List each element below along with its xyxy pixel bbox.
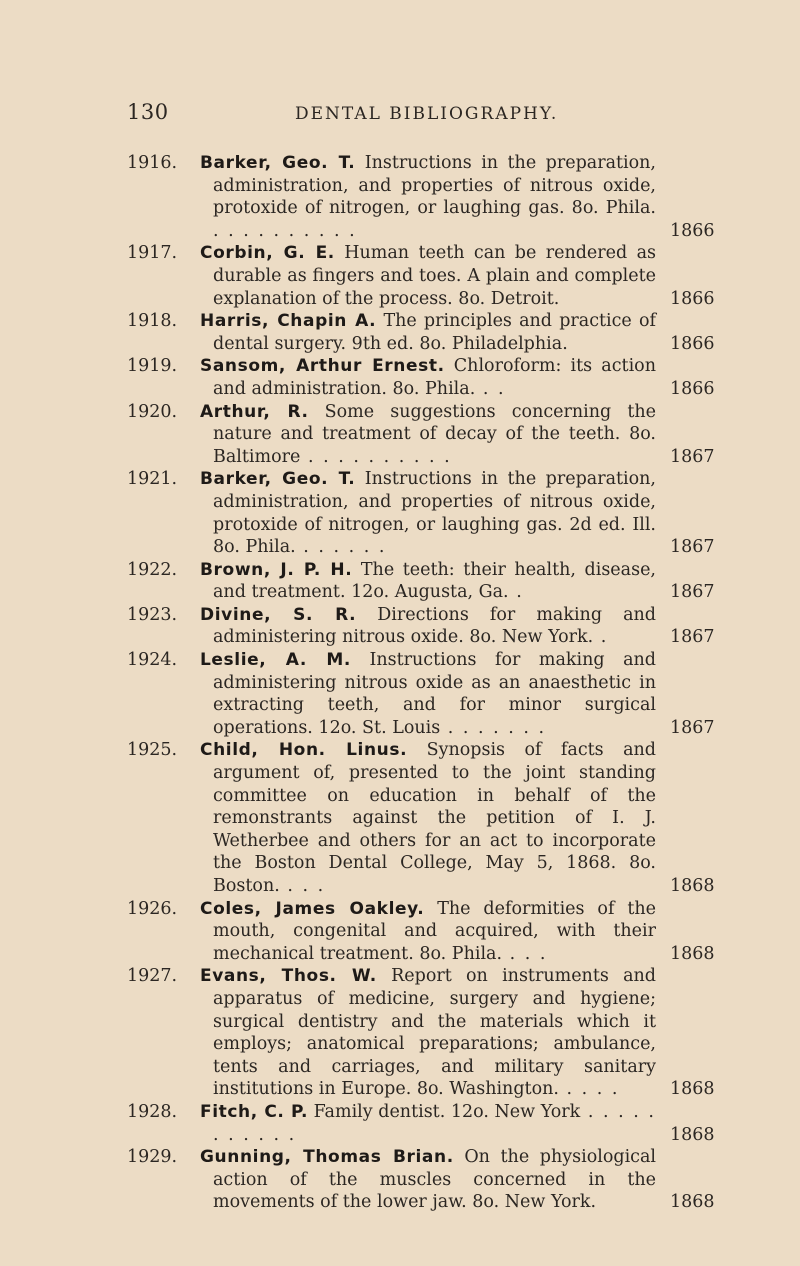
entry-year: 1866 [670,288,715,309]
bibliography-entry [0,401,800,469]
entry-number: 1926. [127,898,178,919]
entry-author: Barker, Geo. T. [200,469,356,490]
entry-citation [200,242,656,310]
dot-leader: . . . . [558,1079,620,1100]
bibliography-entry [0,965,800,1101]
entry-citation [200,604,656,649]
entry-citation [200,310,656,355]
entry-number: 1922. [127,559,178,580]
dot-leader: . [508,582,524,603]
entry-author: Brown, J. P. H. [200,559,353,580]
dot-leader: . . . . . . . . . . [300,446,452,467]
bibliography-entry [0,152,800,242]
bibliography-entry [0,468,800,558]
entry-year: 1866 [670,220,715,241]
entry-title: Directions for making and administering nitrous oxide. 8o. New York. [213,604,656,648]
entry-number: 1924. [127,650,178,671]
entry-year: 1867 [670,582,715,603]
entry-title: The teeth: their health, disease, and treatment. 12o. Augusta, Ga. [213,559,656,603]
entry-author: Gunning, Thomas Brian. [200,1147,454,1168]
entry-title: Instructions in the preparation, administration, and properties of nitrous oxide, protoxide of nitrogen, or laughing gas. 2d ed. Ill. 8o. Phila. [213,469,656,558]
entry-year: 1866 [670,333,715,354]
entry-number: 1921. [127,469,178,490]
entry-year: 1868 [670,1192,715,1213]
entry-number: 1918. [127,311,178,332]
entry-author: Barker, Geo. T. [200,153,356,173]
entry-number: 1925. [127,740,178,761]
dot-leader: . . [475,378,506,399]
entry-citation [200,559,656,604]
entry-citation [200,401,656,469]
page-header [0,100,800,132]
entry-number: 1923. [127,604,178,625]
bibliography-entry [0,1146,800,1214]
entry-title: On the physiological action of the muscles concerned in the movements of the lower jaw. 8o. New York. [213,1147,656,1213]
entry-title: Chloroform: its action and administration. 8o. Phila. [213,356,656,399]
entry-author: Corbin, G. E. [200,243,335,264]
bibliography-list [0,152,800,1214]
entry-title: Synopsis of facts and argument of, presented to the joint standing committee on education in behalf of the remonstrants against the petition of I. J. Wetherbee and others for an act to incorporate the Boston Dental College, May 5, 1868. 8o. Boston. [213,740,656,896]
bibliography-entry [0,242,800,310]
entry-author: Divine, S. R. [200,604,357,625]
dot-leader: . . . . . . . . . . . [213,1101,656,1145]
entry-number: 1928. [127,1101,178,1122]
entry-title: Instructions for making and administering nitrous oxide as an anaesthetic in extracting teeth, and for minor surgical operations. 12o. St. Louis [213,650,656,738]
entry-citation [200,468,656,558]
bibliography-entry [0,355,800,400]
entry-title: Human teeth can be rendered as durable as fingers and toes. A plain and complete explanation of the process. 8o. Detroit. [213,243,656,309]
bibliography-entry [0,604,800,649]
entry-citation [200,965,656,1101]
entry-number: 1916. [127,153,178,173]
dot-leader: . . . [279,876,326,896]
entry-title: Family dentist. 12o. New York [308,1101,581,1122]
entry-title: Instructions in the preparation, administration, and properties of nitrous oxide, protoxide of nitrogen, or laughing gas. 8o. Phila. [213,153,656,219]
running-title: DENTAL BIBLIOGRAPHY. [295,104,559,124]
entry-author: Arthur, R. [200,401,309,422]
dot-leader: . [593,627,609,648]
entry-number: 1917. [127,243,178,264]
bibliography-entry [0,310,800,355]
bibliography-entry [0,1101,800,1146]
entry-author: Evans, Thos. W. [200,966,377,987]
entry-citation [200,739,656,897]
entry-title: Report on instruments and apparatus of medicine, surgery and hygiene; surgical dentistry and the materials which it employs; anatomical preparations; ambulance, tents and carriages, and military sanitary institutions in Europe. 8o. Washington. [213,966,656,1100]
page-number: 130 [127,100,169,124]
entry-title: The principles and practice of dental surgery. 9th ed. 8o. Philadelphia. [213,311,656,354]
entry-author: Harris, Chapin A. [200,311,377,332]
entry-author: Leslie, A. M. [200,650,351,671]
entry-number: 1920. [127,401,178,422]
dot-leader: . . . [502,943,548,964]
bibliography-entry [0,649,800,739]
bibliography-entry [0,739,800,897]
entry-number: 1929. [127,1147,178,1168]
entry-citation [200,649,656,739]
bibliography-entry [0,898,800,966]
dot-leader: . . . . . . . [440,717,547,738]
entry-number: 1927. [127,966,178,987]
entry-citation [200,355,656,400]
dot-leader: . . . . . . . . . . [213,220,357,241]
entry-year: 1868 [670,943,715,964]
entry-title: The deformities of the mouth, congenital and acquired, with their mechanical treatment. 8o. Phila. [213,898,656,964]
entry-year: 1867 [670,717,715,738]
entry-number: 1919. [127,356,178,377]
entry-author: Coles, James Oakley. [200,898,425,919]
entry-year: 1867 [670,627,715,648]
entry-author: Fitch, C. P. [200,1101,309,1122]
entry-year: 1866 [670,378,715,399]
entry-citation [200,152,656,242]
entry-citation [200,898,656,966]
entry-year: 1868 [670,1124,715,1145]
dot-leader: . . . . . . [295,537,387,558]
entry-year: 1867 [670,446,715,467]
entry-year: 1868 [670,1079,715,1100]
bibliography-entry [0,559,800,604]
entry-citation [200,1146,656,1214]
entry-author: Child, Hon. Linus. [200,740,408,761]
entry-citation [200,1101,656,1146]
entry-year: 1868 [670,876,715,896]
entry-author: Sansom, Arthur Ernest. [200,356,445,377]
entry-year: 1867 [670,537,715,558]
entry-title: Some suggestions concerning the nature and treatment of decay of the teeth. 8o. Baltimore [213,401,656,467]
